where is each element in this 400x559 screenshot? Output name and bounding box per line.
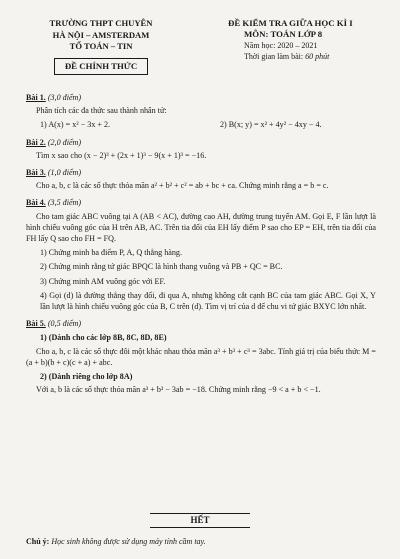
problem-1-item-1: 1) A(x) = x² − 3x + 2.: [40, 120, 111, 130]
exam-title: ĐỀ KIỂM TRA GIỮA HỌC KÌ I: [228, 18, 353, 28]
problem-5-part-1-text: Cho a, b, c là các số thực đôi một khác nhau thỏa mãn a³ + b³ + c³ = 3abc. Tính giá trị của biểu thức M = (a + b)(b + c)(c + a) + abc.: [26, 346, 376, 367]
note-text: Học sinh không được sử dụng máy tính cầm tay.: [49, 537, 206, 546]
problem-2-points: (2,0 điểm): [45, 137, 82, 147]
problem-2-text: Tìm x sao cho (x − 2)³ + (2x + 1)³ − 9(x + 1)³ = −16.: [36, 150, 207, 160]
problem-3-text: Cho a, b, c là các số thực thỏa mãn a² + b² + c² = ab + bc + ca. Chứng minh rằng a = b = c.: [36, 181, 329, 191]
end-label: HẾT: [150, 513, 250, 528]
problem-1: [26, 92, 376, 131]
problem-5-title: Bài 5.: [26, 319, 46, 329]
problem-3-points: (1,0 điểm): [45, 168, 82, 178]
footer-note: [26, 537, 206, 546]
department: TỔ TOÁN – TIN: [69, 41, 133, 51]
problem-2: [26, 137, 376, 161]
problem-1-item-2: 2) B(x; y) = x² + 4y² − 4xy − 4.: [220, 120, 322, 130]
problem-1-items: [40, 119, 376, 130]
problem-5-part-2-title: 2) (Dành riêng cho lớp 8A): [40, 372, 133, 382]
exam-duration: [228, 51, 388, 62]
problem-5-points: (0,5 điểm): [45, 319, 82, 329]
exam-body: [26, 92, 376, 397]
duration-value: 60 phút: [305, 52, 330, 61]
problem-4-question-3: 3) Chứng minh AM vuông góc với EF.: [40, 276, 166, 286]
problem-4-question-2: 2) Chứng minh rằng tứ giác BPQC là hình thang vuông và PB + QC = BC.: [40, 262, 283, 272]
duration-label: Thời gian làm bài:: [244, 52, 306, 61]
end-marker: [150, 513, 250, 528]
problem-4-question-1: 1) Chứng minh ba điểm P, A, Q thẳng hàng.: [40, 248, 182, 258]
school-name-line1: TRƯỜNG THPT CHUYÊN: [49, 18, 153, 28]
school-name-line2: HÀ NỘI – AMSTERDAM: [52, 29, 150, 40]
problem-5: [26, 318, 376, 395]
problem-4-intro: Cho tam giác ABC vuông tại A (AB < AC), đường cao AH, đường trung tuyến AM. Gọi E, F lần lượt là hình chiếu vuông góc của H trên AB, AC. Trên tia đối của EH lấy điểm P sao cho EP = EH, trên tia đối của FH lấy Q sao cho FH = FQ.: [26, 211, 376, 244]
problem-4: [26, 197, 376, 312]
exam-header: [228, 18, 388, 62]
problem-4-question-4: 4) Gọi (d) là đường thẳng thay đổi, đi qua A, nhưng không cắt cạnh BC của tam giác ABC. Gọi X, Y lần lượt là hình chiếu vuông góc của B, C trên (d). Tìm vị trí của d để chu vi tứ giác BXYC lớn nhất.: [40, 290, 376, 312]
problem-5-part-2-text: Với a, b là các số thực thỏa mãn a³ + b³ − 3ab = −18. Chứng minh rằng −9 < a + b < −1.: [36, 385, 321, 395]
problem-1-prompt: Phân tích các đa thức sau thành nhân tử:: [36, 106, 167, 116]
problem-3-title: Bài 3.: [26, 168, 46, 178]
problem-1-points: (3,0 điểm): [45, 93, 82, 102]
problem-2-title: Bài 2.: [26, 137, 46, 147]
problem-4-title: Bài 4.: [26, 198, 46, 208]
problem-3: [26, 167, 376, 191]
problem-5-part-1-title: 1) (Dành cho các lớp 8B, 8C, 8D, 8E): [40, 333, 167, 343]
official-badge: ĐỀ CHÍNH THỨC: [54, 58, 148, 76]
problem-4-points: (3,5 điểm): [45, 198, 82, 208]
problem-1-title: Bài 1.: [26, 93, 46, 102]
school-year: Năm học: 2020 – 2021: [244, 41, 318, 50]
exam-subject: MÔN: TOÁN LỚP 8: [244, 29, 323, 39]
note-label: Chú ý:: [26, 537, 50, 546]
school-header: [26, 18, 176, 75]
